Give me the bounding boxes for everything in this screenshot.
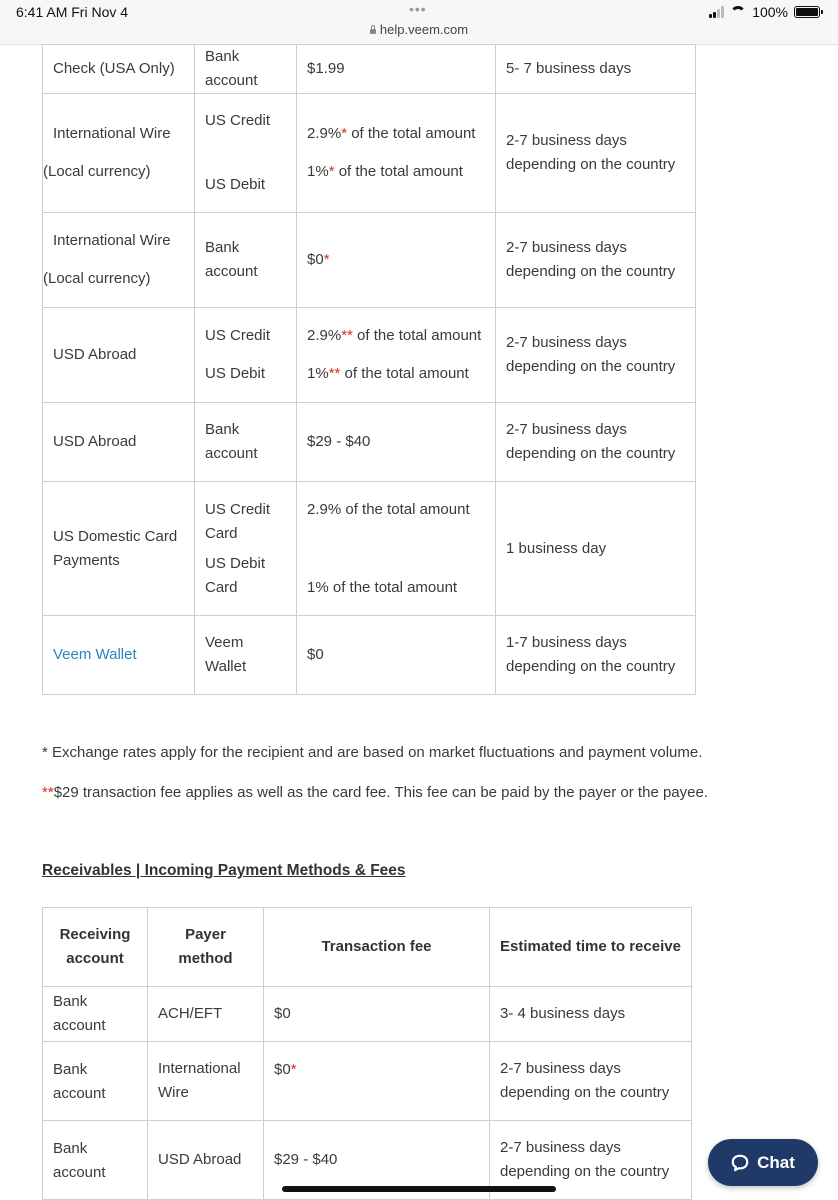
payer-method-cell: ACH/EFT [148, 987, 264, 1042]
table-row [43, 213, 696, 308]
home-indicator[interactable] [282, 1186, 556, 1192]
receiving-account-cell: Bank account [43, 1121, 148, 1200]
delivery-time-cell: 2-7 business days depending on the country [496, 403, 696, 482]
receivables-table [42, 907, 692, 1200]
estimated-time-cell: 2-7 business days depending on the country [490, 1121, 692, 1200]
tab-menu-dots-icon[interactable]: ••• [409, 1, 427, 17]
battery-percent: 100% [752, 4, 788, 20]
payment-method-cell: USD Abroad [43, 308, 195, 403]
address-bar[interactable] [0, 22, 838, 37]
chat-button[interactable] [708, 1139, 818, 1186]
estimated-time-cell: 2-7 business days depending on the country [490, 1042, 692, 1121]
transaction-fee-cell: $0 [264, 987, 490, 1042]
delivery-time-cell: 1 business day [496, 482, 696, 616]
header-estimated-time: Estimated time to receive [490, 908, 692, 987]
payment-method-cell: US Domestic Card Payments [43, 482, 195, 616]
status-bar [0, 0, 838, 45]
table-row [43, 45, 696, 94]
estimated-time-cell: 3- 4 business days [490, 987, 692, 1042]
payment-method-cell[interactable] [43, 616, 195, 695]
payment-method-cell: USD Abroad [43, 403, 195, 482]
table-row [43, 987, 692, 1042]
chat-label: Chat [757, 1152, 795, 1172]
table-row [43, 482, 696, 616]
lock-icon [370, 29, 376, 34]
payment-method-cell: Check (USA Only) [43, 45, 195, 94]
funding-source-cell: Bank account [195, 403, 297, 482]
delivery-time-cell: 2-7 business days depending on the country [496, 213, 696, 308]
delivery-time-cell: 1-7 business days depending on the country [496, 616, 696, 695]
footnote-transaction-fee: **$29 transaction fee applies as well as the card fee. This fee can be paid by the payer or the payee. [42, 784, 708, 801]
funding-source-cell: Bank account [195, 213, 297, 308]
battery-icon [794, 6, 820, 18]
fee-cell: 2.9% of the total amount 1% of the total amount [297, 482, 496, 616]
transaction-fee-cell: $29 - $40 [264, 1121, 490, 1200]
chat-bubble-icon [731, 1154, 749, 1172]
table-row [43, 616, 696, 695]
receiving-account-cell: Bank account [43, 1042, 148, 1121]
fee-cell: $29 - $40 [297, 403, 496, 482]
address-url: help.veem.com [379, 22, 469, 37]
footnote-exchange-rates: * Exchange rates apply for the recipient and are based on market fluctuations and payment volume. [42, 744, 703, 761]
funding-source-cell: Bank account [195, 45, 297, 94]
receiving-account-cell: Bank account [43, 987, 148, 1042]
funding-source-cell: US Credit US Debit [195, 308, 297, 403]
wifi-icon [730, 6, 746, 18]
header-payer-method: Payer method [148, 908, 264, 987]
funding-source-cell: US Credit US Debit [195, 94, 297, 213]
fee-cell: 2.9%* of the total amount 1%* of the total amount [297, 94, 496, 213]
payer-method-cell: International Wire [148, 1042, 264, 1121]
payer-method-cell: USD Abroad [148, 1121, 264, 1200]
fee-cell: $0 [297, 616, 496, 695]
payables-table [42, 44, 696, 695]
payment-method-cell: International Wire (Local currency) [43, 94, 195, 213]
table-header-row [43, 908, 692, 987]
fee-cell: $1.99 [297, 45, 496, 94]
fee-cell: 2.9%** of the total amount 1%** of the total amount [297, 308, 496, 403]
status-time: 6:41 AM Fri Nov 4 [16, 4, 129, 20]
table-row [43, 308, 696, 403]
delivery-time-cell: 5- 7 business days [496, 45, 696, 94]
status-indicators [709, 4, 820, 20]
funding-source-cell: US Credit Card US Debit Card [195, 482, 297, 616]
cellular-signal-icon [709, 6, 724, 18]
header-receiving-account: Receiving account [43, 908, 148, 987]
table-row [43, 403, 696, 482]
funding-source-cell: Veem Wallet [195, 616, 297, 695]
table-row [43, 1042, 692, 1121]
delivery-time-cell: 2-7 business days depending on the country [496, 94, 696, 213]
receivables-heading: Receivables | Incoming Payment Methods & Fees [42, 862, 406, 879]
transaction-fee-cell: $0* [264, 1042, 490, 1121]
delivery-time-cell: 2-7 business days depending on the country [496, 308, 696, 403]
header-transaction-fee: Transaction fee [264, 908, 490, 987]
veem-wallet-link[interactable]: Veem Wallet [53, 646, 137, 663]
payment-method-cell: International Wire (Local currency) [43, 213, 195, 308]
fee-cell: $0* [297, 213, 496, 308]
table-row [43, 94, 696, 213]
